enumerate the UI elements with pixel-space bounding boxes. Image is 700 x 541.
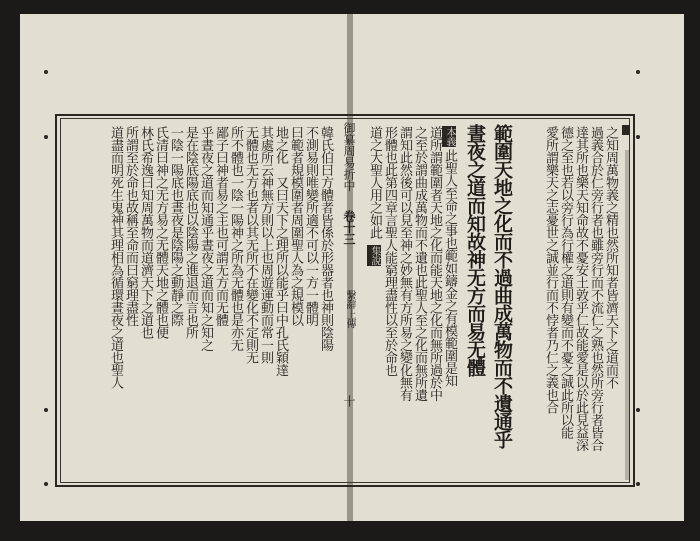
text-column: 无體也无方也者以其无所不在變化不定則无 (243, 126, 258, 364)
binding-hole (636, 135, 640, 139)
binding-hole (44, 482, 48, 486)
text-column: 之知周萬物義之精也然所知者皆濟天下之道而不 (603, 126, 618, 389)
edge-shadow (625, 150, 630, 480)
center-section: 繫辭上傳 (344, 290, 355, 328)
text-column: 德之至也若以旁行為行權之道則有變而不憂之誠此所以能 (558, 126, 573, 439)
annotation-tag: 集說 (369, 245, 380, 265)
annotation-tag: 本義 (444, 127, 455, 146)
text-column: 不測易則唯變所適不可以一方一體明 (303, 126, 318, 326)
heading-text-1: 範圍天地之化而不過曲成萬物而不遺通乎 (491, 124, 513, 448)
binding-hole (44, 408, 48, 412)
corner-mark (622, 125, 630, 135)
text-column: 是在陰底陽底也以陰陽之進退而言也所 (183, 126, 198, 339)
text-column: 所謂至於命也故稱至命而曰窮理盡性 (123, 126, 138, 326)
text-column: 本義此聖人至命之事也範如鑄金之有模範圍是知 (442, 127, 457, 387)
text-column: 林氏希逸曰知周萬物而道濟天下之道也 (138, 126, 153, 339)
binding-hole (636, 408, 640, 412)
text-column: 韓氏伯曰方體者皆係於形器者也神則陰陽 (318, 126, 333, 351)
binding-hole (636, 482, 640, 486)
center-volume: 卷十三 (342, 210, 356, 245)
text-column: 所不體也一陰一陽神之所為无體也是亦无 (228, 126, 243, 351)
text-column: 之至於謂曲成萬物而不遺也此聖人至之化而無所遺 (412, 126, 427, 401)
text-column: 曰範者規模圍者周圍聖人為之規模以 (288, 126, 303, 326)
text-column: 氏清曰神之无方易之无體天地之體也便 (153, 126, 168, 339)
text-column: 道之大聖人用之如此集說 (367, 126, 382, 265)
binding-hole (636, 70, 640, 74)
text-column: 乎晝夜之道而知通乎晝夜之道而知之知之 (198, 126, 213, 351)
text-column: 過義合於仁旁行者也雖旁行而不流仁之熟也然所旁行者皆合 (588, 126, 603, 451)
text-column: 鄙子曰神者易之主也可謂无方而无體 (213, 126, 228, 326)
center-page: 十 (342, 395, 356, 407)
text-column: 其處所云神無方則以上也周遊運動而常一則 (258, 126, 273, 364)
text-column: 謂知此然後可以見至神之妙無有方所易之變化無有 (397, 126, 412, 401)
text-column: 形體也此第四章言聖人能窮理盡性以至於命也 (382, 126, 397, 376)
text-column: 愛所謂樂天之志憂世之誠並行而不悖者乃仁之義也合 (543, 126, 558, 414)
text-column: 一陰一陽底也晝夜是陰陽之動靜之際 (168, 126, 183, 326)
center-title: 御纂周易折中 (342, 122, 356, 191)
heading-text-2: 晝夜之道而知故神无方而易无體 (464, 124, 486, 376)
text-column: 道盡而明死生鬼神其理相為循環晝夜之道也聖人 (108, 126, 123, 389)
text-column: 地之化 又曰天下之理所以能乎曰中孔氏穎達 (273, 126, 288, 376)
text-column: 道所謂範圍者天地之化而能天地之化而無所過於中 (427, 126, 442, 401)
binding-hole (44, 70, 48, 74)
binding-hole (44, 135, 48, 139)
text-column: 達其所也樂天知命故不憂安土敦乎仁故能愛是以於此見益深 (573, 126, 588, 451)
